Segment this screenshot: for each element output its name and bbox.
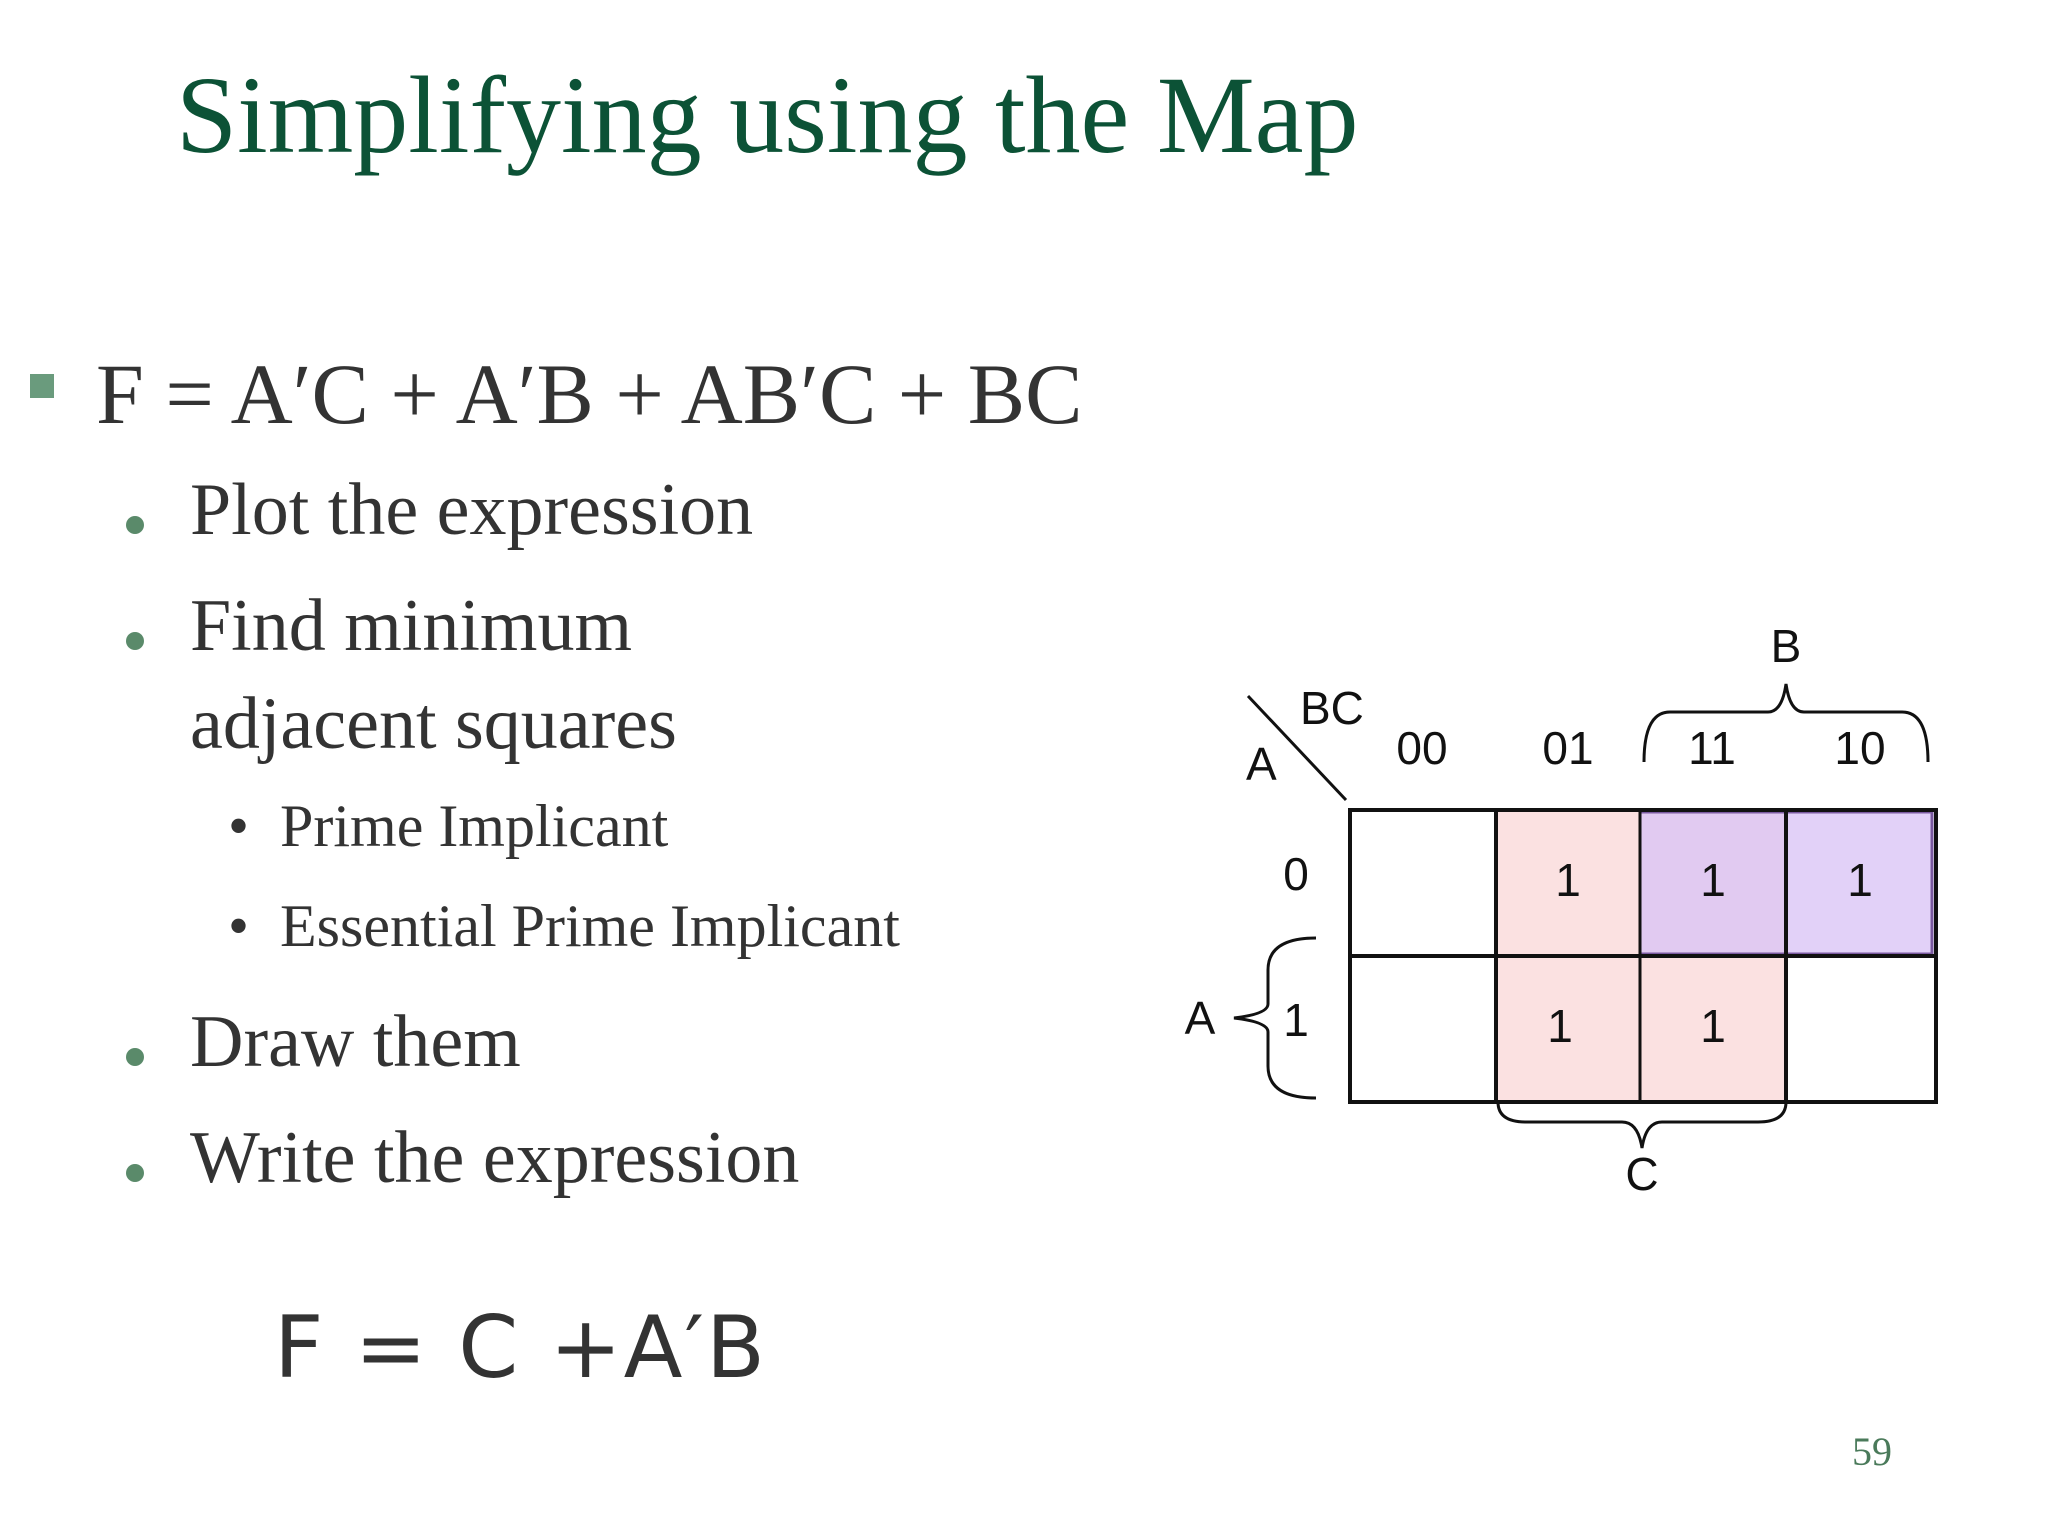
bullet-icon: • (228, 893, 250, 959)
kmap-cell: 1 (1555, 854, 1581, 906)
bullet-icon: • (228, 793, 250, 859)
corner-col-var: BC (1300, 682, 1364, 734)
kmap-cell: 1 (1547, 1000, 1573, 1052)
col-header: 01 (1542, 722, 1594, 774)
row-header: 0 (1283, 848, 1309, 900)
subbullet-essential-label: Essential Prime Implicant (280, 893, 900, 959)
bullet-write: Write the expression (190, 1117, 800, 1199)
brace-left-label: A (1184, 992, 1216, 1044)
bullet-find-line2: adjacent squares (190, 683, 677, 765)
col-header: 10 (1834, 722, 1886, 774)
col-header: 00 (1396, 722, 1448, 774)
bullet-draw: Draw them (190, 1001, 521, 1083)
karnaugh-map (1150, 600, 1950, 1240)
kmap-cell: 1 (1700, 854, 1726, 906)
bullet-plot: Plot the expression (190, 469, 754, 551)
brace-bottom-label: C (1625, 1148, 1659, 1200)
slide-title: Simplifying using the Map (176, 54, 1359, 176)
kmap-cell: 1 (1700, 1000, 1726, 1052)
bullet-find-line1: Find minimum (190, 585, 633, 667)
subbullet-essential (228, 892, 900, 961)
kmap-cell: 1 (1847, 854, 1873, 906)
bullet-dot-icon (126, 1048, 144, 1066)
result-expression: F = C +A′B (274, 1298, 767, 1398)
subbullet-prime (228, 792, 669, 861)
bullet-dot-icon (126, 516, 144, 534)
corner-row-var: A (1246, 738, 1277, 790)
bullet-dot-icon (126, 632, 144, 650)
brace-bottom-c (1498, 1102, 1786, 1148)
page-number: 59 (1852, 1429, 1892, 1474)
row-header: 1 (1283, 994, 1309, 1046)
subbullet-prime-label: Prime Implicant (280, 793, 669, 859)
square-bullet-icon (30, 374, 54, 398)
function-expression: F = A′C + A′B + AB′C + BC (96, 346, 1083, 442)
bullet-dot-icon (126, 1164, 144, 1182)
col-header: 11 (1688, 722, 1736, 774)
brace-top-label: B (1770, 620, 1802, 672)
